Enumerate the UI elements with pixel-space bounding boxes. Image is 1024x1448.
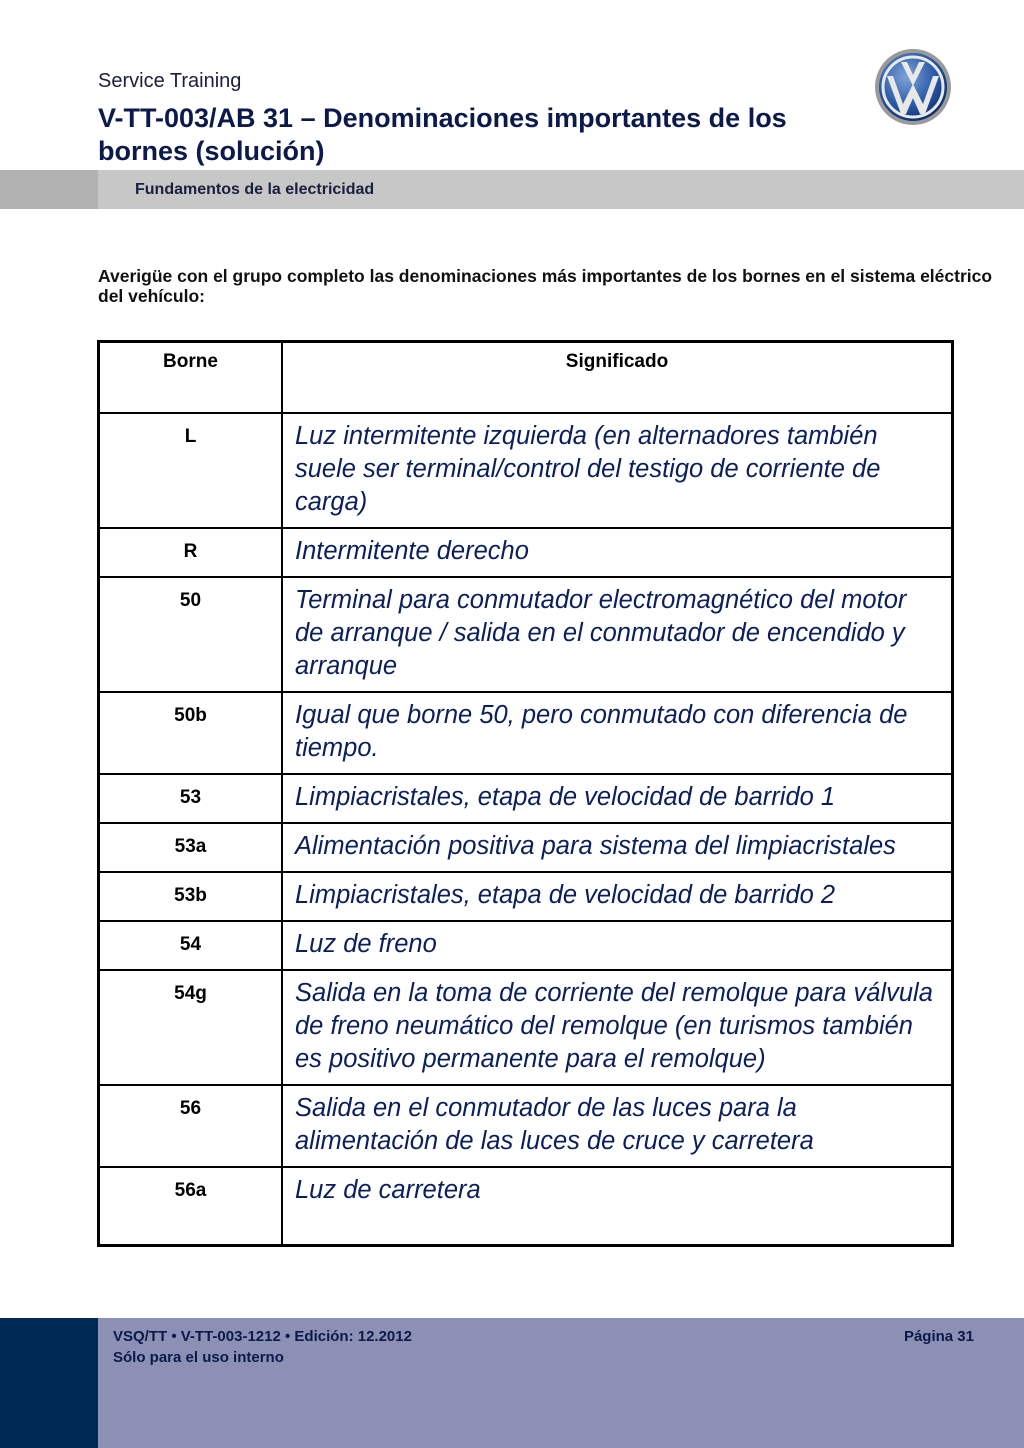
significado-cell: Salida en el conmutador de las luces para la alimentación de las luces de cruce y carretera [282, 1085, 953, 1167]
table-row [99, 528, 953, 577]
table-row [99, 692, 953, 774]
borne-cell: 56 [99, 1085, 283, 1167]
significado-cell: Igual que borne 50, pero conmutado con diferencia de tiempo. [282, 692, 953, 774]
section-subtitle: Fundamentos de la electricidad [135, 181, 375, 198]
table-row [99, 413, 953, 528]
terminal-table [97, 340, 954, 1247]
service-training-label: Service Training [98, 70, 242, 92]
table-row [99, 1085, 953, 1167]
significado-cell: Limpiacristales, etapa de velocidad de barrido 1 [282, 774, 953, 823]
header-borne: Borne [99, 342, 283, 414]
borne-cell: 50b [99, 692, 283, 774]
section-band [0, 170, 1024, 209]
significado-cell: Luz de freno [282, 921, 953, 970]
significado-cell: Limpiacristales, etapa de velocidad de barrido 2 [282, 872, 953, 921]
table-row [99, 577, 953, 692]
vw-logo-icon [874, 48, 952, 126]
table-row [99, 823, 953, 872]
significado-cell: Luz intermitente izquierda (en alternadores también suele ser terminal/control del testigo de corriente de carga) [282, 413, 953, 528]
borne-cell: R [99, 528, 283, 577]
borne-cell: 50 [99, 577, 283, 692]
table-row [99, 872, 953, 921]
table-row [99, 774, 953, 823]
footer [0, 1318, 1024, 1448]
borne-cell: 53 [99, 774, 283, 823]
borne-cell: 54g [99, 970, 283, 1085]
footer-left-block [0, 1318, 98, 1448]
borne-cell: 54 [99, 921, 283, 970]
borne-cell: L [99, 413, 283, 528]
page-title: V-TT-003/AB 31 – Denominaciones importantes de los bornes (solución) [98, 103, 787, 166]
page-number: Página 31 [903, 1328, 974, 1345]
intro-text: Averigüe con el grupo completo las denominaciones más importantes de los bornes en el sistema eléctrico del vehículo: [98, 266, 993, 306]
footer-internal-use: Sólo para el uso interno [113, 1349, 284, 1366]
table-row [99, 970, 953, 1085]
table-row [99, 1167, 953, 1246]
significado-cell: Terminal para conmutador electromagnético del motor de arranque / salida en el conmutador de encendido y arranque [282, 577, 953, 692]
header-significado: Significado [282, 342, 953, 414]
borne-cell: 56a [99, 1167, 283, 1246]
significado-cell: Intermitente derecho [282, 528, 953, 577]
borne-cell: 53b [99, 872, 283, 921]
significado-cell: Luz de carretera [282, 1167, 953, 1246]
band-left-block [0, 170, 98, 209]
borne-cell: 53a [99, 823, 283, 872]
table-row [99, 921, 953, 970]
footer-document-code: VSQ/TT • V-TT-003-1212 • Edición: 12.2012 [113, 1328, 412, 1345]
table-header-row [99, 342, 953, 414]
significado-cell: Alimentación positiva para sistema del limpiacristales [282, 823, 953, 872]
significado-cell: Salida en la toma de corriente del remolque para válvula de freno neumático del remolque (en turismos también es positivo permanente para el remolque) [282, 970, 953, 1085]
